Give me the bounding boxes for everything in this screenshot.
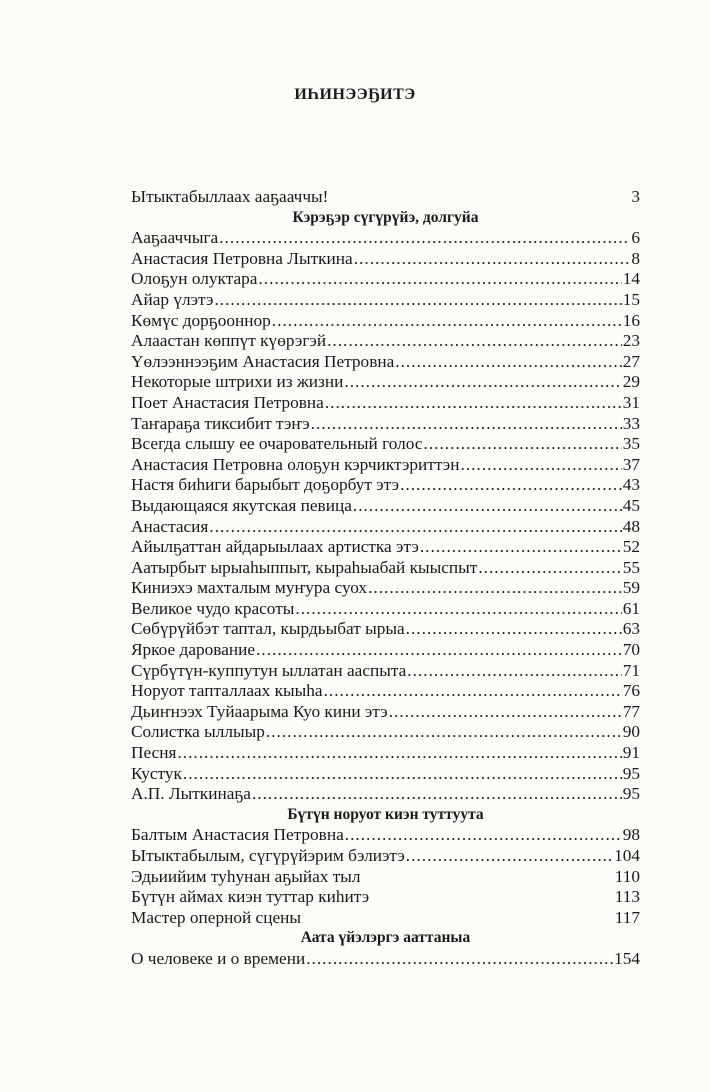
entry-title: Ааҕааччыга: [131, 228, 219, 248]
entry-title: Всегда слышу ее очаровательный голос: [131, 434, 423, 454]
toc-entry: [131, 578, 640, 599]
dot-leader: [354, 249, 631, 270]
entry-page: 8: [631, 248, 640, 268]
toc-entry: [131, 475, 640, 496]
entry-title: Некоторые штрихи из жизни: [131, 372, 344, 392]
dot-leader: [400, 475, 622, 496]
entry-title: Айар үлэтэ: [131, 289, 214, 309]
entry-page: 71: [622, 660, 640, 680]
entry-page: 3: [631, 187, 640, 206]
entry-page: 48: [622, 516, 640, 536]
dot-leader: [344, 372, 621, 393]
entry-title: Бүтүн аймах киэн туттар киһитэ: [131, 887, 370, 907]
entry-title: Норуот тапталлаах кыыһа: [131, 681, 323, 701]
toc-entry: [131, 640, 640, 661]
dot-leader: [252, 784, 622, 805]
entry-page: 61: [622, 598, 640, 618]
dot-leader: [327, 331, 622, 352]
entry-page: 95: [622, 763, 640, 783]
entry-page: 31: [622, 392, 640, 412]
entry-title: Мастер оперной сцены: [131, 907, 301, 927]
dot-leader: [395, 352, 621, 373]
entry-page: 91: [622, 743, 640, 763]
entry-title: Сөбүрүйбэт таптал, кырдьыбат ырыа: [131, 619, 405, 639]
toc-entry: [131, 290, 640, 311]
toc-entry: [131, 825, 640, 846]
toc-entry: [131, 228, 640, 249]
dot-leader: [407, 661, 621, 682]
entry-page: 63: [622, 619, 640, 639]
entry-title: Дьиҥнээх Туйаарыма Куо кини этэ: [131, 701, 388, 721]
entry-page: 29: [622, 372, 640, 392]
dot-leader: [209, 517, 621, 538]
toc-entry: [131, 434, 640, 455]
toc-entry: [131, 743, 640, 764]
dot-leader: [258, 269, 621, 290]
entry-page: 35: [622, 434, 640, 454]
toc-entry: [131, 681, 640, 702]
dot-leader: [406, 619, 622, 640]
entry-title: Яркое дарование: [131, 640, 256, 660]
toc-entry: [131, 702, 640, 723]
dot-leader: [389, 702, 622, 723]
entry-page: 59: [622, 578, 640, 598]
entry-page: 90: [622, 722, 640, 742]
entry-title: Сүрбүтүн-куппутун ыллатан ааспыта: [131, 660, 407, 680]
toc-entry: [131, 311, 640, 332]
entry-page: 110: [614, 866, 640, 886]
entry-title: Выдающаяся якутская певица: [131, 495, 352, 515]
entry-page: 77: [622, 701, 640, 721]
toc-entry: [131, 393, 640, 414]
entry-page: 154: [614, 948, 640, 968]
entry-page: 23: [622, 331, 640, 351]
entry-title: Олоҕун олуктара: [131, 269, 258, 289]
entry-page: 113: [614, 887, 640, 907]
toc-entry: [131, 908, 640, 929]
dot-leader: [219, 228, 630, 249]
entry-title: Алаастан көппүт күөрэгэй: [131, 331, 327, 351]
dot-leader: [214, 290, 621, 311]
entry-title: Көмүс дорҕооннор: [131, 310, 271, 330]
dot-leader: [311, 414, 622, 435]
toc-entry: [131, 949, 640, 970]
entry-title: Эдьиийим туһунан аҕыйах тыл: [131, 866, 361, 886]
toc-entry: [131, 537, 640, 558]
entry-page: 15: [622, 289, 640, 309]
entry-page: 70: [622, 640, 640, 660]
toc-entry: [131, 764, 640, 785]
dot-leader: [183, 764, 622, 785]
toc-entry: [131, 887, 640, 908]
entry-page: 16: [622, 310, 640, 330]
entry-title: Таҥараҕа тиксибит тэҥэ: [131, 413, 310, 433]
dot-leader: [256, 640, 622, 661]
entry-page: 117: [614, 907, 640, 927]
toc-entry: [131, 661, 640, 682]
toc-entry: [131, 187, 640, 208]
toc-entry: [131, 517, 640, 538]
dot-leader: [272, 311, 622, 332]
entry-title: Анастасия: [131, 516, 209, 536]
entry-title: Настя биһиги барыбыт доҕорбут этэ: [131, 475, 400, 495]
entry-page: 98: [622, 825, 640, 845]
dot-leader: [460, 455, 621, 476]
toc-entry: [131, 414, 640, 435]
entry-title: Поет Анастасия Петровна: [131, 392, 324, 412]
entry-title: Киниэхэ махталым муҥура суох: [131, 578, 368, 598]
entry-page: 33: [622, 413, 640, 433]
entry-page: 45: [622, 495, 640, 515]
table-of-contents: [131, 187, 640, 970]
toc-entry: [131, 331, 640, 352]
entry-page: 14: [622, 269, 640, 289]
entry-title: Үөлээннээҕим Анастасия Петровна: [131, 351, 395, 371]
dot-leader: [353, 496, 622, 517]
toc-entry: [131, 867, 640, 888]
section-heading: Бүтүн норуот киэн туттуута: [287, 805, 484, 823]
toc-entry: [131, 372, 640, 393]
entry-page: 27: [622, 351, 640, 371]
dot-leader: [406, 846, 613, 867]
toc-entry: [131, 558, 640, 579]
toc-entry: [131, 269, 640, 290]
toc-entry: [131, 846, 640, 867]
entry-title: О человеке и о времени: [131, 948, 306, 968]
dot-leader: [325, 393, 622, 414]
entry-page: 95: [622, 784, 640, 804]
entry-title: Ытыктабылым, сүгүрүйэрим бэлиэтэ: [131, 846, 405, 865]
entry-page: 37: [622, 454, 640, 474]
entry-title: Кустук: [131, 763, 182, 783]
entry-page: 43: [622, 475, 640, 495]
toc-entry: [131, 455, 640, 476]
toc-entry: [131, 249, 640, 270]
dot-leader: [177, 743, 621, 764]
toc-entry: [131, 722, 640, 743]
toc-entry: [131, 352, 640, 373]
entry-title: А.П. Лыткинаҕа: [131, 784, 251, 804]
entry-title: Аатырбыт ырыаһыппыт, кыраһыабай кыыспыт: [131, 557, 478, 577]
dot-leader: [345, 825, 622, 846]
entry-title: Анастасия Петровна олоҕун кэрчиктэриттэн: [131, 454, 460, 474]
entry-title: Солистка ыллыыр: [131, 722, 265, 742]
dot-leader: [306, 949, 613, 970]
toc-entry: [131, 619, 640, 640]
entry-title: Балтым Анастасия Петровна: [131, 825, 344, 845]
entry-page: 6: [631, 228, 640, 248]
dot-leader: [368, 578, 622, 599]
entry-page: 52: [622, 537, 640, 557]
dot-leader: [266, 722, 622, 743]
entry-page: 76: [622, 681, 640, 701]
dot-leader: [478, 558, 621, 579]
dot-leader: [424, 434, 622, 455]
dot-leader: [295, 599, 621, 620]
dot-leader: [324, 681, 622, 702]
entry-title: Великое чудо красоты: [131, 598, 295, 618]
entry-title: Ытыктабыллаах ааҕааччы!: [131, 187, 329, 206]
dot-leader: [420, 537, 622, 558]
toc-entry: [131, 496, 640, 517]
toc-entry: [131, 784, 640, 805]
entry-title: Анастасия Петровна Лыткина: [131, 248, 353, 268]
toc-entry: [131, 599, 640, 620]
entry-title: Айылҕаттан айдарыылаах артистка этэ: [131, 537, 419, 557]
entry-page: 104: [614, 846, 640, 865]
section-heading: Кэрэҕэр сүгүрүйэ, долгуйа: [292, 208, 479, 226]
page-title: ИҺИНЭЭҔИТЭ: [294, 86, 416, 103]
entry-title: Песня: [131, 743, 177, 763]
section-heading: Аата үйэлэргэ ааттаныа: [300, 929, 471, 947]
entry-page: 55: [622, 557, 640, 577]
